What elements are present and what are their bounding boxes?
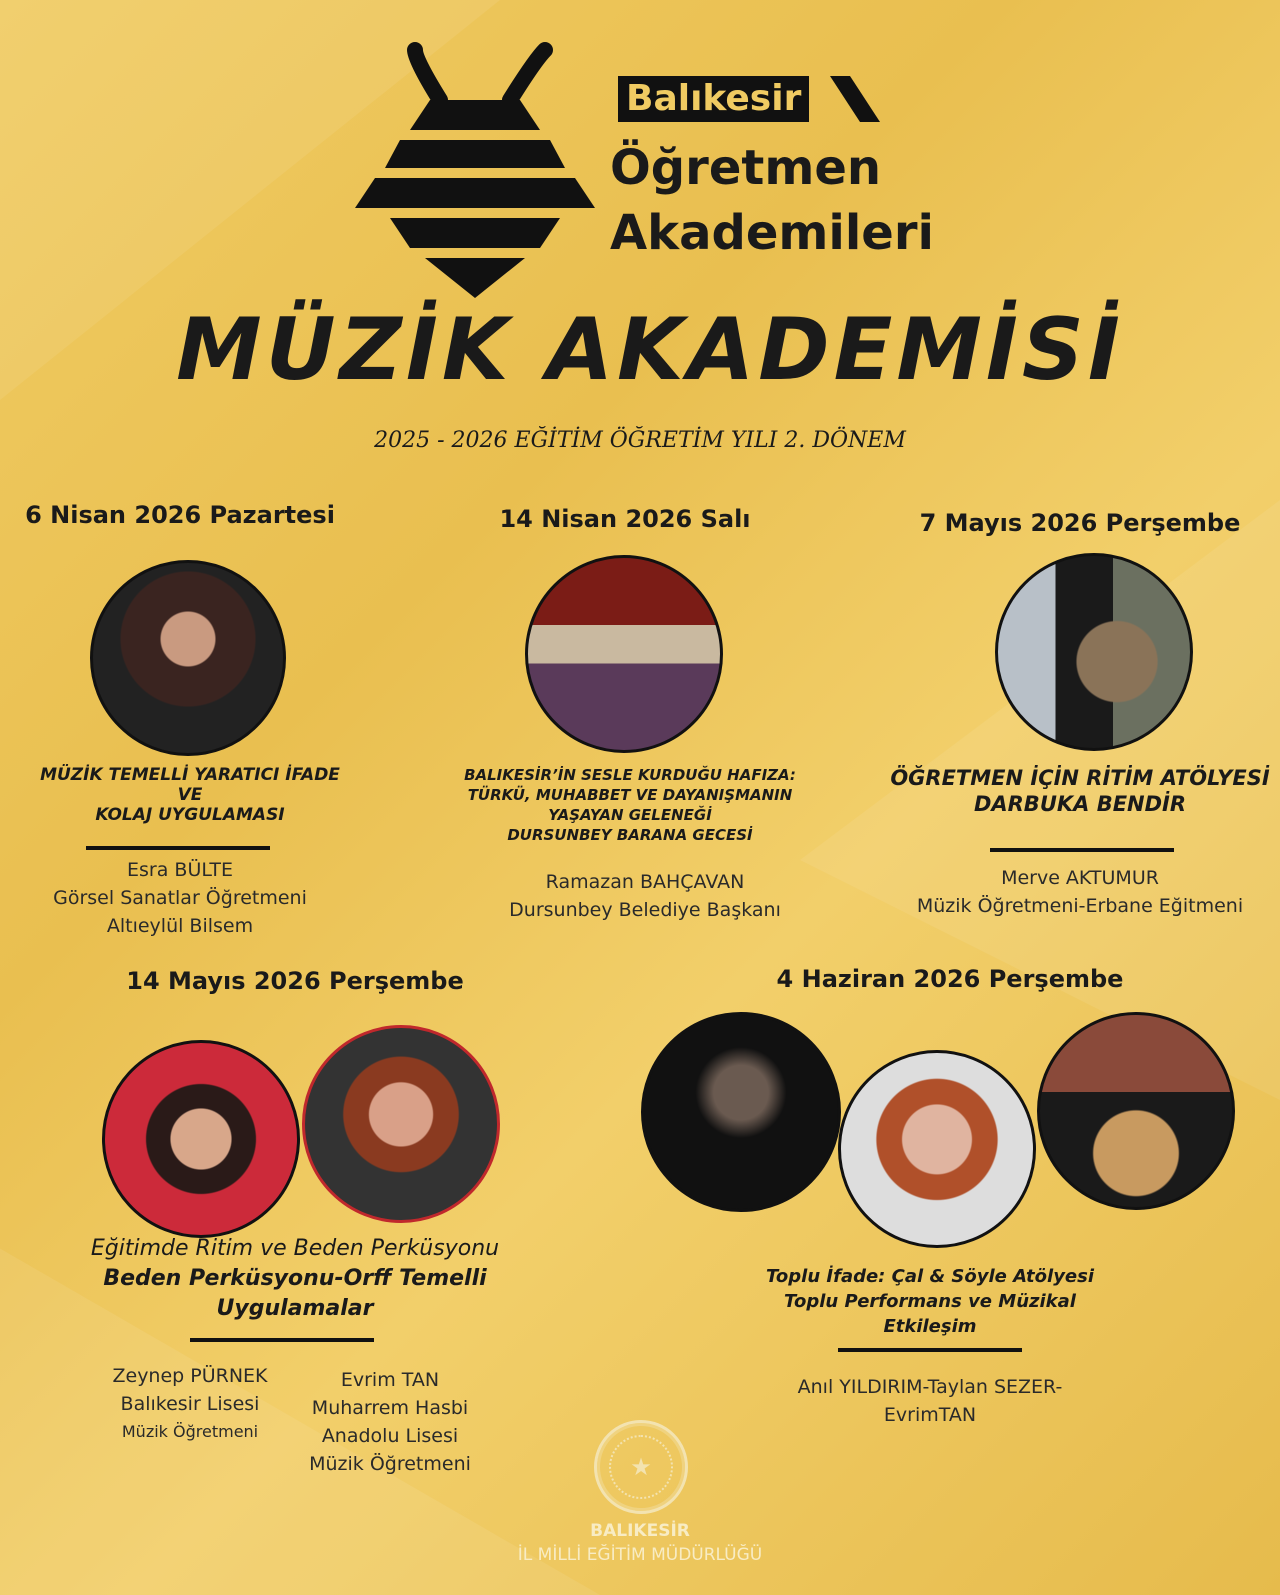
event-title: Toplu İfade: Çal & Söyle Atölyesi Toplu Performans ve Müzikal Etkileşim bbox=[765, 1266, 1095, 1337]
footer-directorate: İL MİLLİ EĞİTİM MÜDÜRLÜĞÜ bbox=[517, 1545, 763, 1565]
speaker-info: Esra BÜLTE Görsel Sanatlar Öğretmeni Altıeylül Bilsem bbox=[53, 859, 307, 937]
page-title: MÜZİK AKADEMİSİ bbox=[176, 300, 1124, 400]
event-title: BALIKESİR’İN SESLE KURDUĞU HAFIZA: TÜRKÜ, MUHABBET VE DAYANIŞMANIN YAŞAYAN GELENEĞİ DURSUNBEY BARANA GECESİ bbox=[464, 766, 796, 844]
speaker-photo bbox=[838, 1050, 1036, 1248]
divider bbox=[86, 846, 270, 850]
speaker-photo bbox=[90, 560, 286, 756]
speaker-info: Ramazan BAHÇAVAN Dursunbey Belediye Başkanı bbox=[509, 871, 781, 921]
speaker-photo bbox=[995, 553, 1193, 751]
event-date: 7 Mayıs 2026 Perşembe bbox=[919, 509, 1241, 537]
divider bbox=[990, 848, 1174, 852]
logo-stripe bbox=[830, 76, 880, 122]
event-date: 4 Haziran 2026 Perşembe bbox=[776, 965, 1124, 993]
speaker-photo bbox=[302, 1025, 500, 1223]
ministry-seal-icon: ★ bbox=[594, 1420, 688, 1514]
speaker-info: Anıl YILDIRIM-Taylan SEZER- EvrimTAN bbox=[797, 1376, 1063, 1426]
divider bbox=[190, 1338, 374, 1342]
speaker-photo bbox=[1037, 1012, 1235, 1210]
event-title: MÜZİK TEMELLİ YARATICI İFADE VE KOLAJ UYGULAMASI bbox=[40, 765, 340, 825]
event-title: Eğitimde Ritim ve Beden Perküsyonu Beden Perküsyonu-Orff Temelli Uygulamalar bbox=[90, 1236, 500, 1321]
logo-balikesir: Balıkesir bbox=[618, 76, 809, 122]
event-photo bbox=[525, 555, 723, 753]
speaker-photo bbox=[102, 1040, 300, 1238]
speaker-info: Zeynep PÜRNEK Balıkesir Lisesi Müzik Öğretmeni bbox=[112, 1365, 268, 1441]
subtitle: 2025 - 2026 EĞİTİM ÖĞRETİM YILI 2. DÖNEM bbox=[374, 428, 906, 453]
event-date: 6 Nisan 2026 Pazartesi bbox=[25, 501, 335, 529]
event-date: 14 Mayıs 2026 Perşembe bbox=[126, 967, 464, 995]
event-date: 14 Nisan 2026 Salı bbox=[499, 505, 751, 533]
logo-ogretmen: Öğretmen bbox=[610, 140, 882, 196]
logo-akademileri: Akademileri bbox=[610, 205, 934, 261]
speaker-photo bbox=[641, 1012, 841, 1212]
event-title: ÖĞRETMEN İÇİN RİTİM ATÖLYESİ DARBUKA BENDİR bbox=[890, 766, 1270, 816]
speaker-info: Merve AKTUMUR Müzik Öğretmeni-Erbane Eğitmeni bbox=[916, 867, 1244, 917]
speaker-info: Evrim TAN Muharrem Hasbi Anadolu Lisesi Müzik Öğretmeni bbox=[309, 1369, 471, 1475]
footer-city: BALIKESİR bbox=[590, 1521, 690, 1541]
divider bbox=[838, 1348, 1022, 1352]
